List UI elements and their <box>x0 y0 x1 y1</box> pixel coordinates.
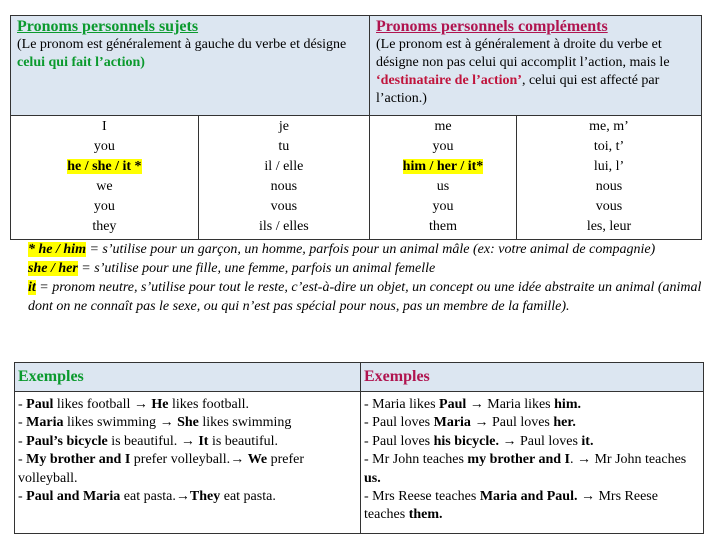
example-item: - Maria likes Paul → Maria likes him. <box>364 397 581 412</box>
pronoun-cell: nous <box>270 179 298 194</box>
subjects-title: Pronoms personnels sujets <box>17 18 199 35</box>
pronoun-cell <box>370 157 516 177</box>
pronoun-cell: you <box>93 199 115 214</box>
examples-right-list <box>361 392 704 534</box>
highlighted-pronoun: him / her / it* <box>402 159 484 174</box>
pronoun-cell: they <box>92 219 117 234</box>
arrow-icon: → <box>469 397 484 412</box>
examples-body-row <box>15 392 704 534</box>
complements-description: (Le pronom est à généralement à droite du verbe et désigne non pas celui qui accomplit l’action, mais le ‘destinataire de l’action’, celui qui est affecté par l’action.) <box>376 37 670 106</box>
pronoun-cell: vous <box>595 199 623 214</box>
pronoun-cell: you <box>432 199 454 214</box>
example-item: - Paul likes football → He likes football. <box>18 397 250 412</box>
pronoun-cell: them <box>429 219 457 234</box>
pronouns-header-row <box>11 16 702 116</box>
subjects-desc-highlight: celui qui fait l’action) <box>17 55 145 70</box>
example-item: - Paul’s bicycle is beautiful. → It is beautiful. <box>18 433 279 449</box>
pronoun-cell: lui, l’ <box>593 159 625 174</box>
pronoun-cell: me <box>434 119 452 134</box>
note-label: * he / him <box>28 242 86 257</box>
arrow-icon: → <box>159 415 174 431</box>
pronoun-cell: je <box>278 119 289 134</box>
examples-table <box>14 362 704 534</box>
example-item: - Mrs Reese teaches Maria and Paul. → Mrs Reese teaches them. <box>364 489 658 523</box>
pronoun-cell: me, m’ <box>589 119 629 134</box>
examples-left-list <box>15 392 361 534</box>
arrow-icon: → <box>576 452 591 468</box>
subjects-english-col <box>11 116 199 240</box>
example-item: - My brother and I prefer volleyball.→ We prefer volleyball. <box>18 452 305 486</box>
arrow-icon: → <box>180 433 195 449</box>
arrow-icon: → <box>133 397 148 412</box>
subjects-description: (Le pronom est généralement à gauche du verbe et désigne celui qui fait l’action) <box>17 37 347 70</box>
subjects-header-cell <box>11 16 370 116</box>
examples-right-title: Exemples <box>361 363 704 392</box>
complements-desc-highlight: ‘destinataire de l’action’ <box>376 73 522 88</box>
pronoun-cell: vous <box>270 199 298 214</box>
pronoun-cell: you <box>432 139 454 154</box>
examples-left-title: Exemples <box>15 363 361 392</box>
arrow-icon: → <box>474 415 489 431</box>
complements-title: Pronoms personnels compléments <box>376 18 608 35</box>
pronoun-cell: tu <box>278 139 290 154</box>
pronouns-table <box>10 15 702 240</box>
example-item: - Maria likes swimming → She likes swimming <box>18 415 292 431</box>
note-it: it = pronom neutre, s’utilise pour tout le reste, c’est-à-dire un objet, un concept ou une idée abstraite un animal (animal dont on ne connaît pas le sexe, ou qui n’est pas spécial pour nous, pas un membre de la famille). <box>28 280 702 314</box>
note-label: she / her <box>28 261 78 276</box>
note-she-her: she / her = s’utilise pour une fille, une femme, parfois un animal femelle <box>28 261 436 276</box>
pronoun-cell: I <box>102 119 107 134</box>
usage-notes <box>28 240 704 316</box>
arrow-icon: → <box>230 452 245 468</box>
pronoun-cell: you <box>93 139 115 154</box>
subjects-french-col <box>198 116 369 240</box>
arrow-icon: → <box>175 489 190 505</box>
pronoun-cell: toi, t’ <box>593 139 625 154</box>
example-item: - Paul and Maria eat pasta.→They eat pasta. <box>18 489 276 505</box>
pronoun-cell: ils / elles <box>258 219 309 234</box>
complements-french-col <box>517 116 702 240</box>
pronoun-cell: il / elle <box>264 159 304 174</box>
note-label: it <box>28 280 36 295</box>
examples-header-row <box>15 363 704 392</box>
example-item: - Mr John teaches my brother and I. → Mr John teaches us. <box>364 452 687 486</box>
arrow-icon: → <box>502 433 517 449</box>
pronoun-cell: us <box>436 179 450 194</box>
pronouns-list-row <box>11 116 702 240</box>
arrow-icon: → <box>580 489 595 505</box>
pronoun-cell: nous <box>595 179 623 194</box>
pronoun-cell: we <box>96 179 113 194</box>
pronoun-cell <box>11 157 198 177</box>
highlighted-pronoun: he / she / it * <box>67 159 142 174</box>
example-item: - Paul loves Maria → Paul loves her. <box>364 415 576 431</box>
note-he-him: * he / him = s’utilise pour un garçon, un homme, parfois pour un animal mâle (ex: votre animal de compagnie) <box>28 242 656 257</box>
complements-english-col <box>370 116 517 240</box>
complements-header-cell <box>370 16 702 116</box>
example-item: - Paul loves his bicycle. → Paul loves it. <box>364 433 594 449</box>
pronoun-cell: les, leur <box>586 219 632 234</box>
